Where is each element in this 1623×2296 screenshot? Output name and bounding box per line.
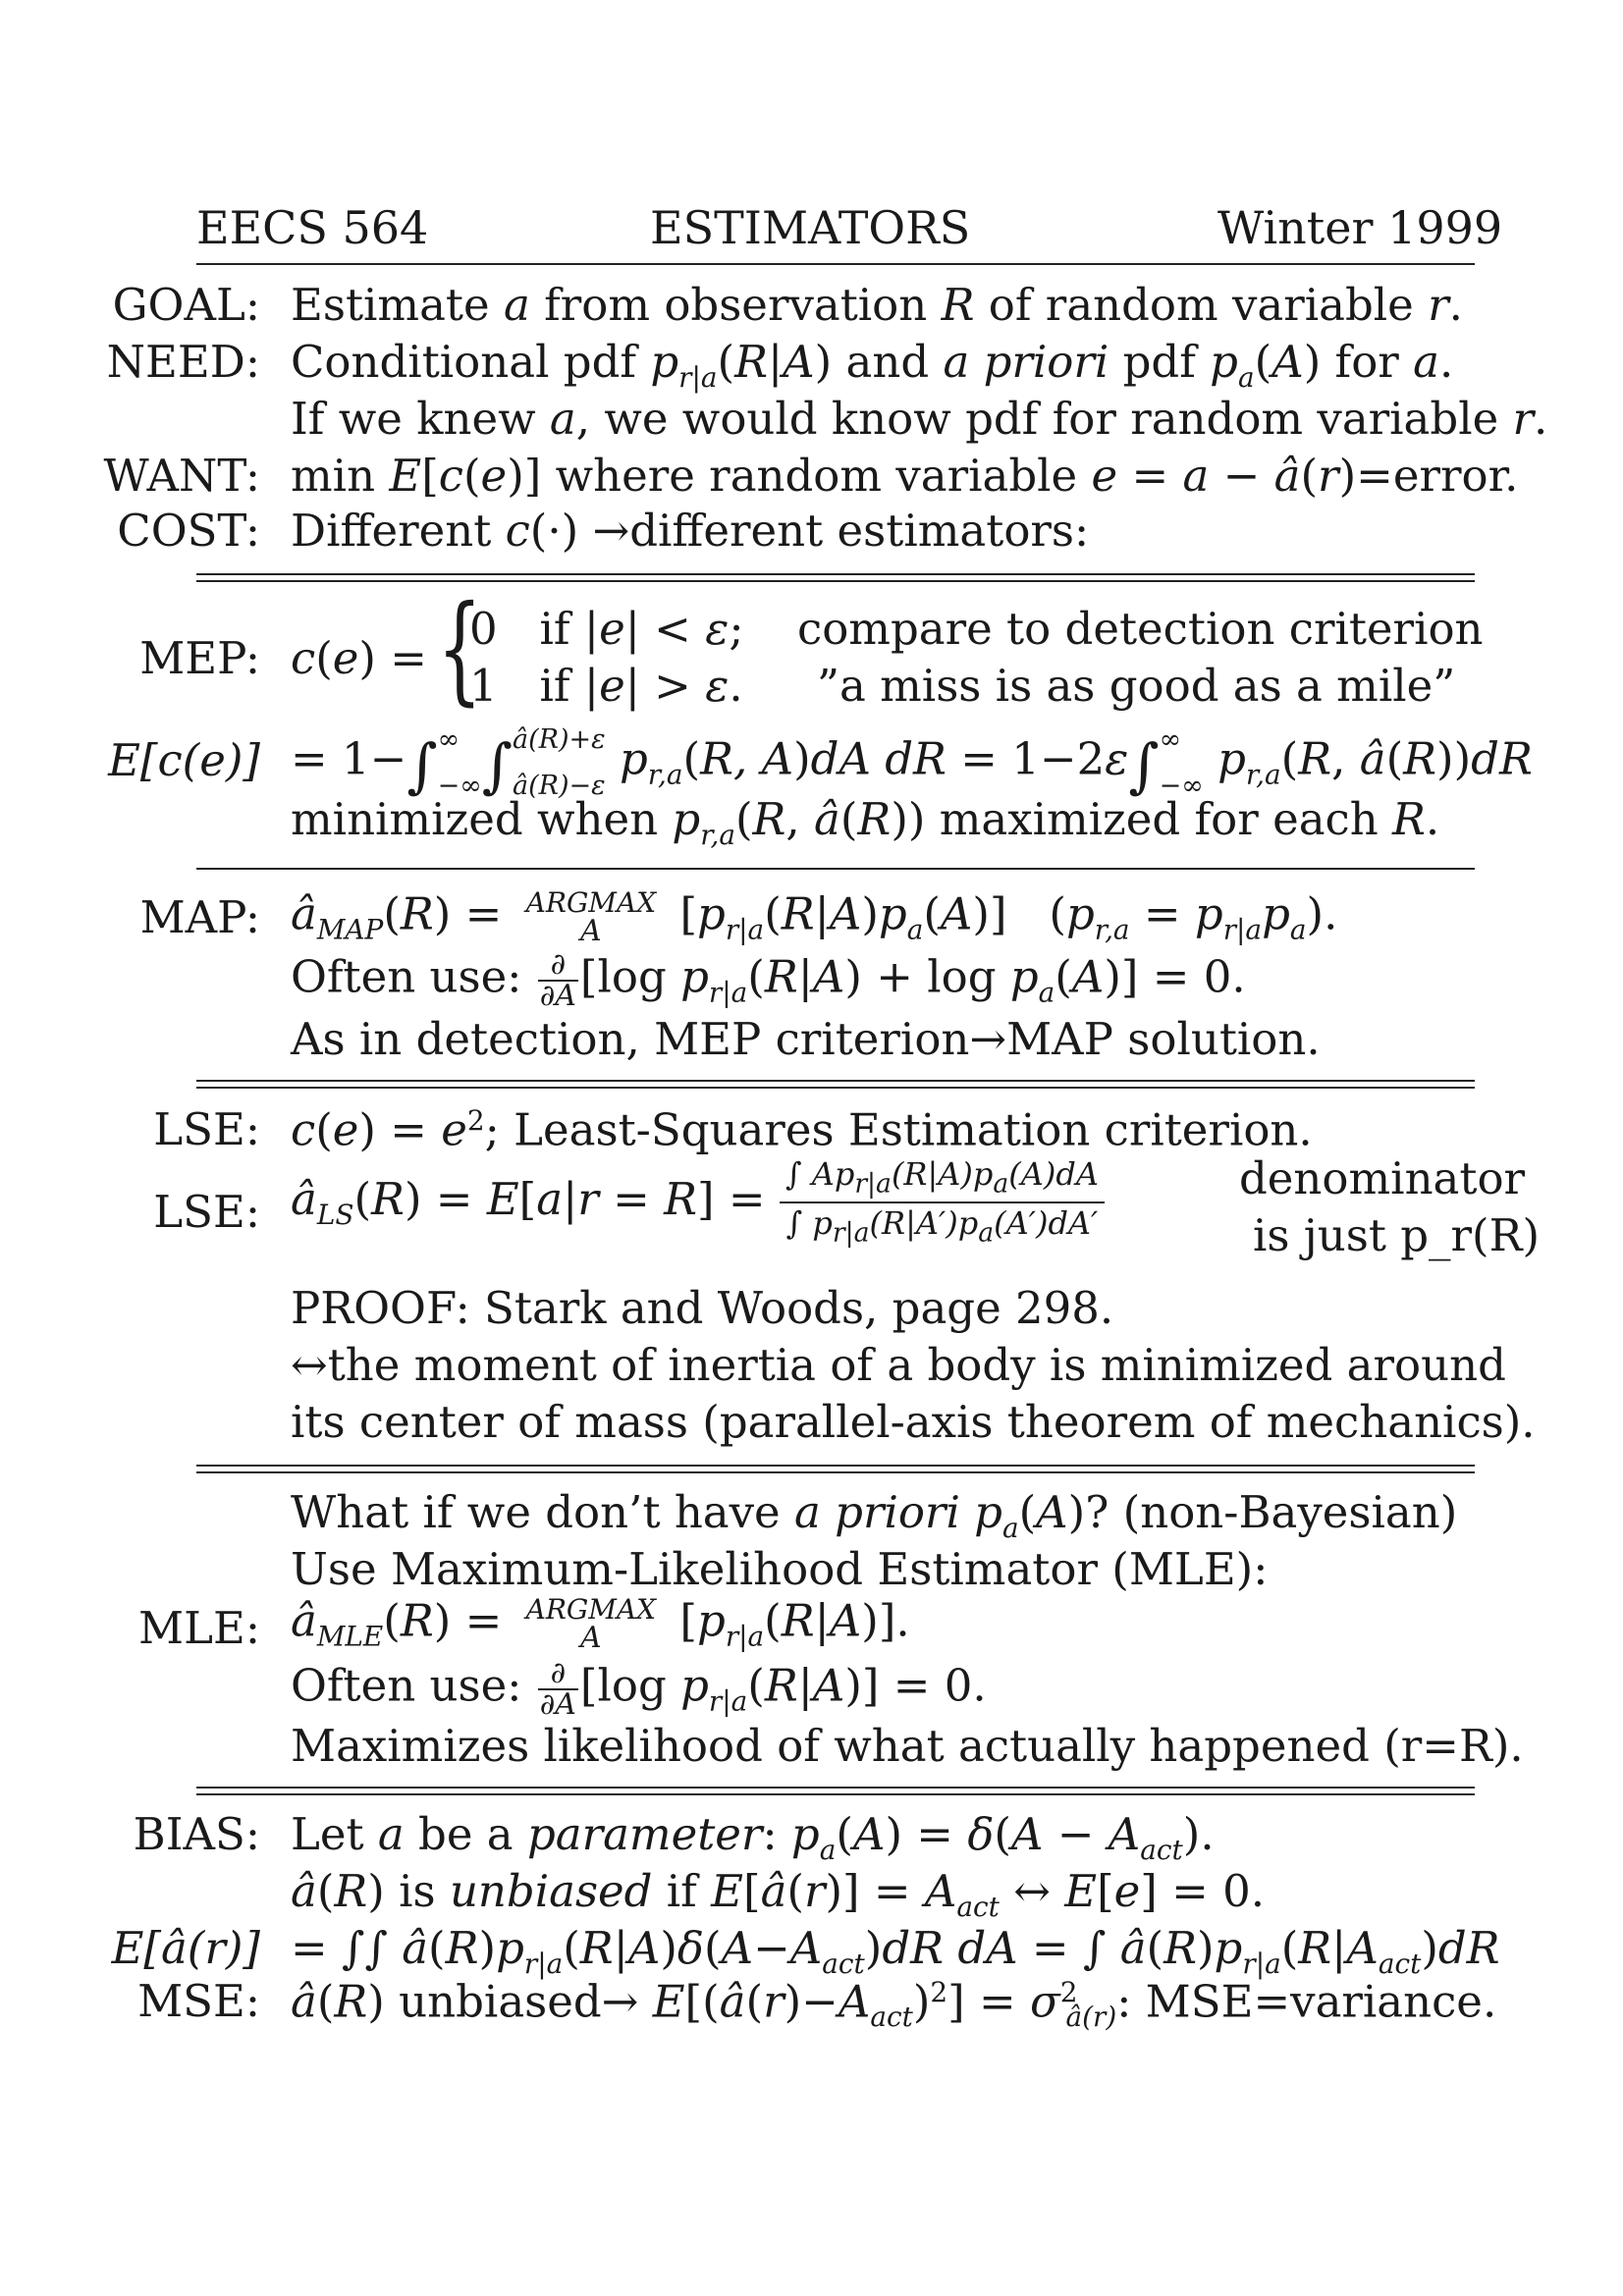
map-equation: $â_{MAP}(R)$ = ARGMAX A $[p_{r|a}(R|A)p_a(A)] (p_{r,a} = p_{r|a}p_a)$. bbox=[291, 886, 1338, 948]
map-label: MAP: bbox=[139, 891, 260, 943]
bias-expected-eq: = ∫∫ $â(R)p_{r|a}(R|A)\delta(A-A_{act})dR$ dA = ∫ $â(R)p_{r|a}(R|A_{act})dR$ bbox=[291, 1922, 1500, 1980]
lse-equation: $â_{LS}(R) = E[a|r = R]$ = $\frac{\int Ap_{r|a}(R|A)p_a(A)dA}{\int p_{r|a}(R|A')p_a(A')dA'}$ bbox=[291, 1158, 1105, 1247]
page-title: ESTIMATORS bbox=[650, 201, 971, 254]
mep-expected-eq: = 1−∫ ∞ −∞ ∫ â(R)+ε â(R)−ε $p_{r,a}(R$, A)dA dR = 1−2ε∫ ∞ −∞ $p_{r,a}(R$, â(R))dR bbox=[291, 724, 1533, 801]
course-label: EECS 564 bbox=[196, 201, 429, 254]
mle-use: Use Maximum-Likelihood Estimator (MLE): bbox=[291, 1543, 1269, 1595]
mep-expected-label: E[c(e)] bbox=[108, 734, 260, 786]
lse-denominator-note-2: is just p_r(R) bbox=[1253, 1209, 1541, 1261]
mle-equation: $â_{MLE}(R)$ = ARGMAX A $[p_{r|a}(R|A)]$. bbox=[291, 1593, 910, 1655]
mep-case-1: 0 if |e| < ε; bbox=[469, 603, 744, 655]
section-divider bbox=[196, 1080, 1475, 1089]
cost-label: COST: bbox=[117, 505, 260, 557]
mep-note-1: compare to detection criterion bbox=[797, 603, 1484, 655]
lse-proof: PROOF: Stark and Woods, page 298. bbox=[291, 1282, 1114, 1334]
header-rule bbox=[196, 263, 1475, 265]
lse-inertia-2: its center of mass (parallel-axis theorem of mechanics). bbox=[291, 1396, 1536, 1448]
need-label: NEED: bbox=[106, 336, 260, 388]
lse-label-2: LSE: bbox=[153, 1186, 260, 1238]
mep-label: MEP: bbox=[139, 632, 260, 684]
mle-maximizes: Maximizes likelihood of what actually happened (r=R). bbox=[291, 1720, 1524, 1772]
map-note: As in detection, MEP criterion→MAP solution. bbox=[291, 1013, 1321, 1065]
lse-inertia-1: ↔the moment of inertia of a body is minimized around bbox=[291, 1339, 1506, 1391]
section-divider bbox=[196, 1787, 1475, 1795]
want-text: min E[c(e)] where random variable e = a − â(r)=error. bbox=[291, 450, 1519, 502]
mse-text: â(R) unbiased→ $E[(â(r)-A_{act})^2] = \sigma^2_{â(r)}$: MSE=variance. bbox=[291, 1975, 1497, 2034]
bias-text-2: â(R) is unbiased if E[â(r)] = $A_{act}$ ↔ E[e] = 0. bbox=[291, 1865, 1266, 1923]
mep-minimized-text: minimized when $p_{r,a}(R$, â(R)) maximized for each R. bbox=[291, 793, 1440, 851]
need-text-2: If we knew a, we would know pdf for random variable r. bbox=[291, 393, 1548, 445]
mle-often-use: Often use: ∂ ∂A [log $p_{r|a}(R|A)] = 0$. bbox=[291, 1656, 987, 1722]
mse-label: MSE: bbox=[137, 1975, 260, 2027]
goal-label: GOAL: bbox=[112, 279, 260, 331]
term-label: Winter 1999 bbox=[1217, 201, 1503, 254]
lse-criterion: $c(e) = e^2$; Least-Squares Estimation criterion. bbox=[291, 1103, 1313, 1156]
section-divider bbox=[196, 1465, 1475, 1473]
mep-note-2: ”a miss is as good as a mile” bbox=[817, 660, 1456, 712]
need-text-1: Conditional pdf $p_{r|a}(R|A)$ and a priori pdf $p_a(A)$ for a. bbox=[291, 336, 1454, 394]
mep-cost-lhs: c(e) = bbox=[291, 632, 427, 684]
bias-expected-label: E[â(r)] bbox=[111, 1922, 260, 1974]
goal-text: Estimate a from observation R of random variable r. bbox=[291, 279, 1463, 331]
want-label: WANT: bbox=[103, 450, 260, 502]
mle-label: MLE: bbox=[138, 1602, 260, 1654]
cost-text: Different c(·) →different estimators: bbox=[291, 505, 1090, 557]
bias-text-1: Let a be a parameter: $p_a(A) = \delta(A - A_{act})$. bbox=[291, 1808, 1215, 1866]
section-rule bbox=[196, 868, 1475, 870]
map-often-use: Often use: ∂ ∂A [log $p_{r|a}(R|A) + \log p_a(A)] = 0$. bbox=[291, 947, 1246, 1013]
lse-denominator-note-1: denominator bbox=[1239, 1152, 1526, 1204]
mep-case-2: 1 if |e| > ε. bbox=[469, 660, 743, 712]
mle-question: What if we don’t have a priori $p_a(A)$? (non-Bayesian) bbox=[291, 1486, 1458, 1544]
bias-label: BIAS: bbox=[133, 1808, 260, 1860]
case-brace: { bbox=[437, 581, 483, 718]
section-divider bbox=[196, 573, 1475, 582]
lse-label-1: LSE: bbox=[153, 1103, 260, 1155]
